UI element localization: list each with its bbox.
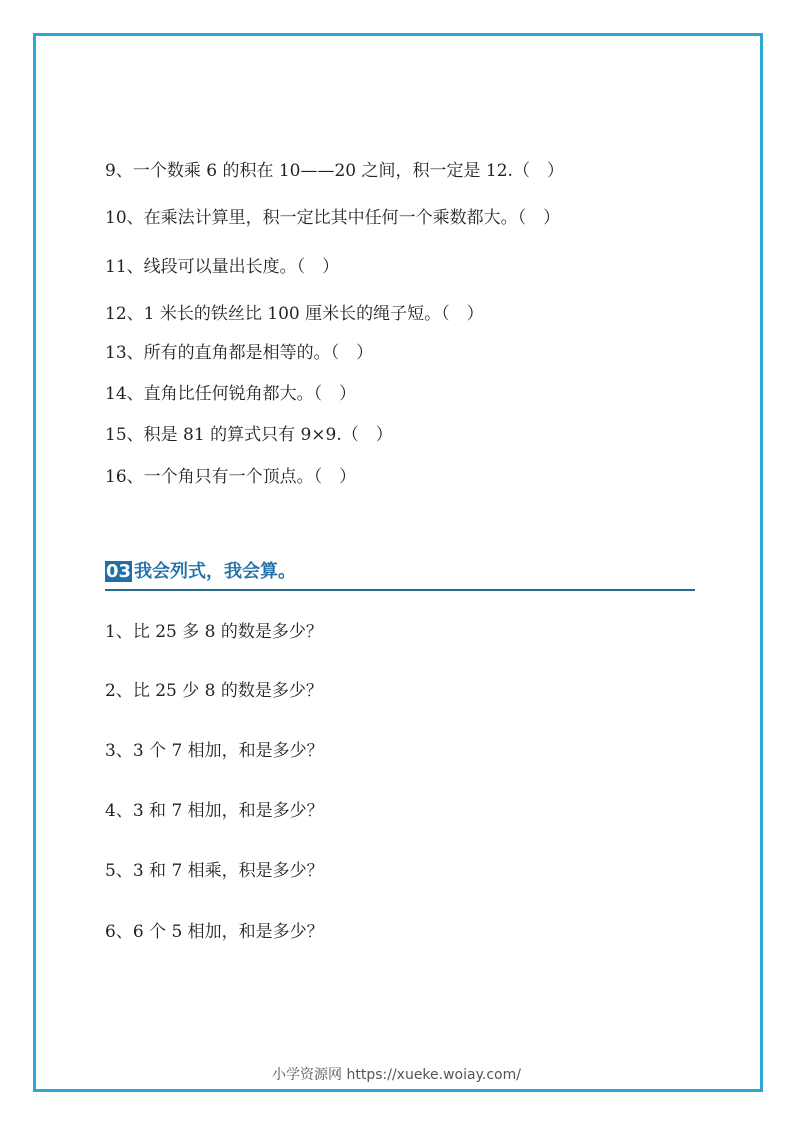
footer-watermark: 小学资源网 https://xueke.woiay.com/ <box>272 1067 521 1083</box>
section-header <box>105 557 296 583</box>
question-item: 5、3 和 7 相乘，积是多少？ <box>105 861 324 881</box>
section-title: 我会列式，我会算。 <box>134 561 297 582</box>
judgement-item: 11、线段可以量出长度。（ ） <box>105 257 340 277</box>
question-item: 4、3 和 7 相加，和是多少？ <box>105 801 324 821</box>
judgement-item: 10、在乘法计算里，积一定比其中任何一个乘数都大。（ ） <box>105 208 561 228</box>
judgement-item: 15、积是 81 的算式只有 9×9.（ ） <box>105 425 393 445</box>
section-number: 03 <box>106 561 132 582</box>
judgement-item: 16、一个角只有一个顶点。（ ） <box>105 467 357 487</box>
judgement-item: 9、一个数乘 6 的积在 10——20 之间，积一定是 12.（ ） <box>105 161 564 181</box>
question-item: 1、比 25 多 8 的数是多少？ <box>105 622 323 642</box>
section-divider <box>105 589 695 591</box>
question-item: 6、6 个 5 相加，和是多少？ <box>105 922 324 942</box>
question-item: 3、3 个 7 相加，和是多少？ <box>105 741 324 761</box>
judgement-item: 14、直角比任何锐角都大。（ ） <box>105 384 357 404</box>
judgement-item: 13、所有的直角都是相等的。（ ） <box>105 343 374 363</box>
question-item: 2、比 25 少 8 的数是多少？ <box>105 681 323 701</box>
judgement-item: 12、1 米长的铁丝比 100 厘米长的绳子短。（ ） <box>105 304 484 324</box>
